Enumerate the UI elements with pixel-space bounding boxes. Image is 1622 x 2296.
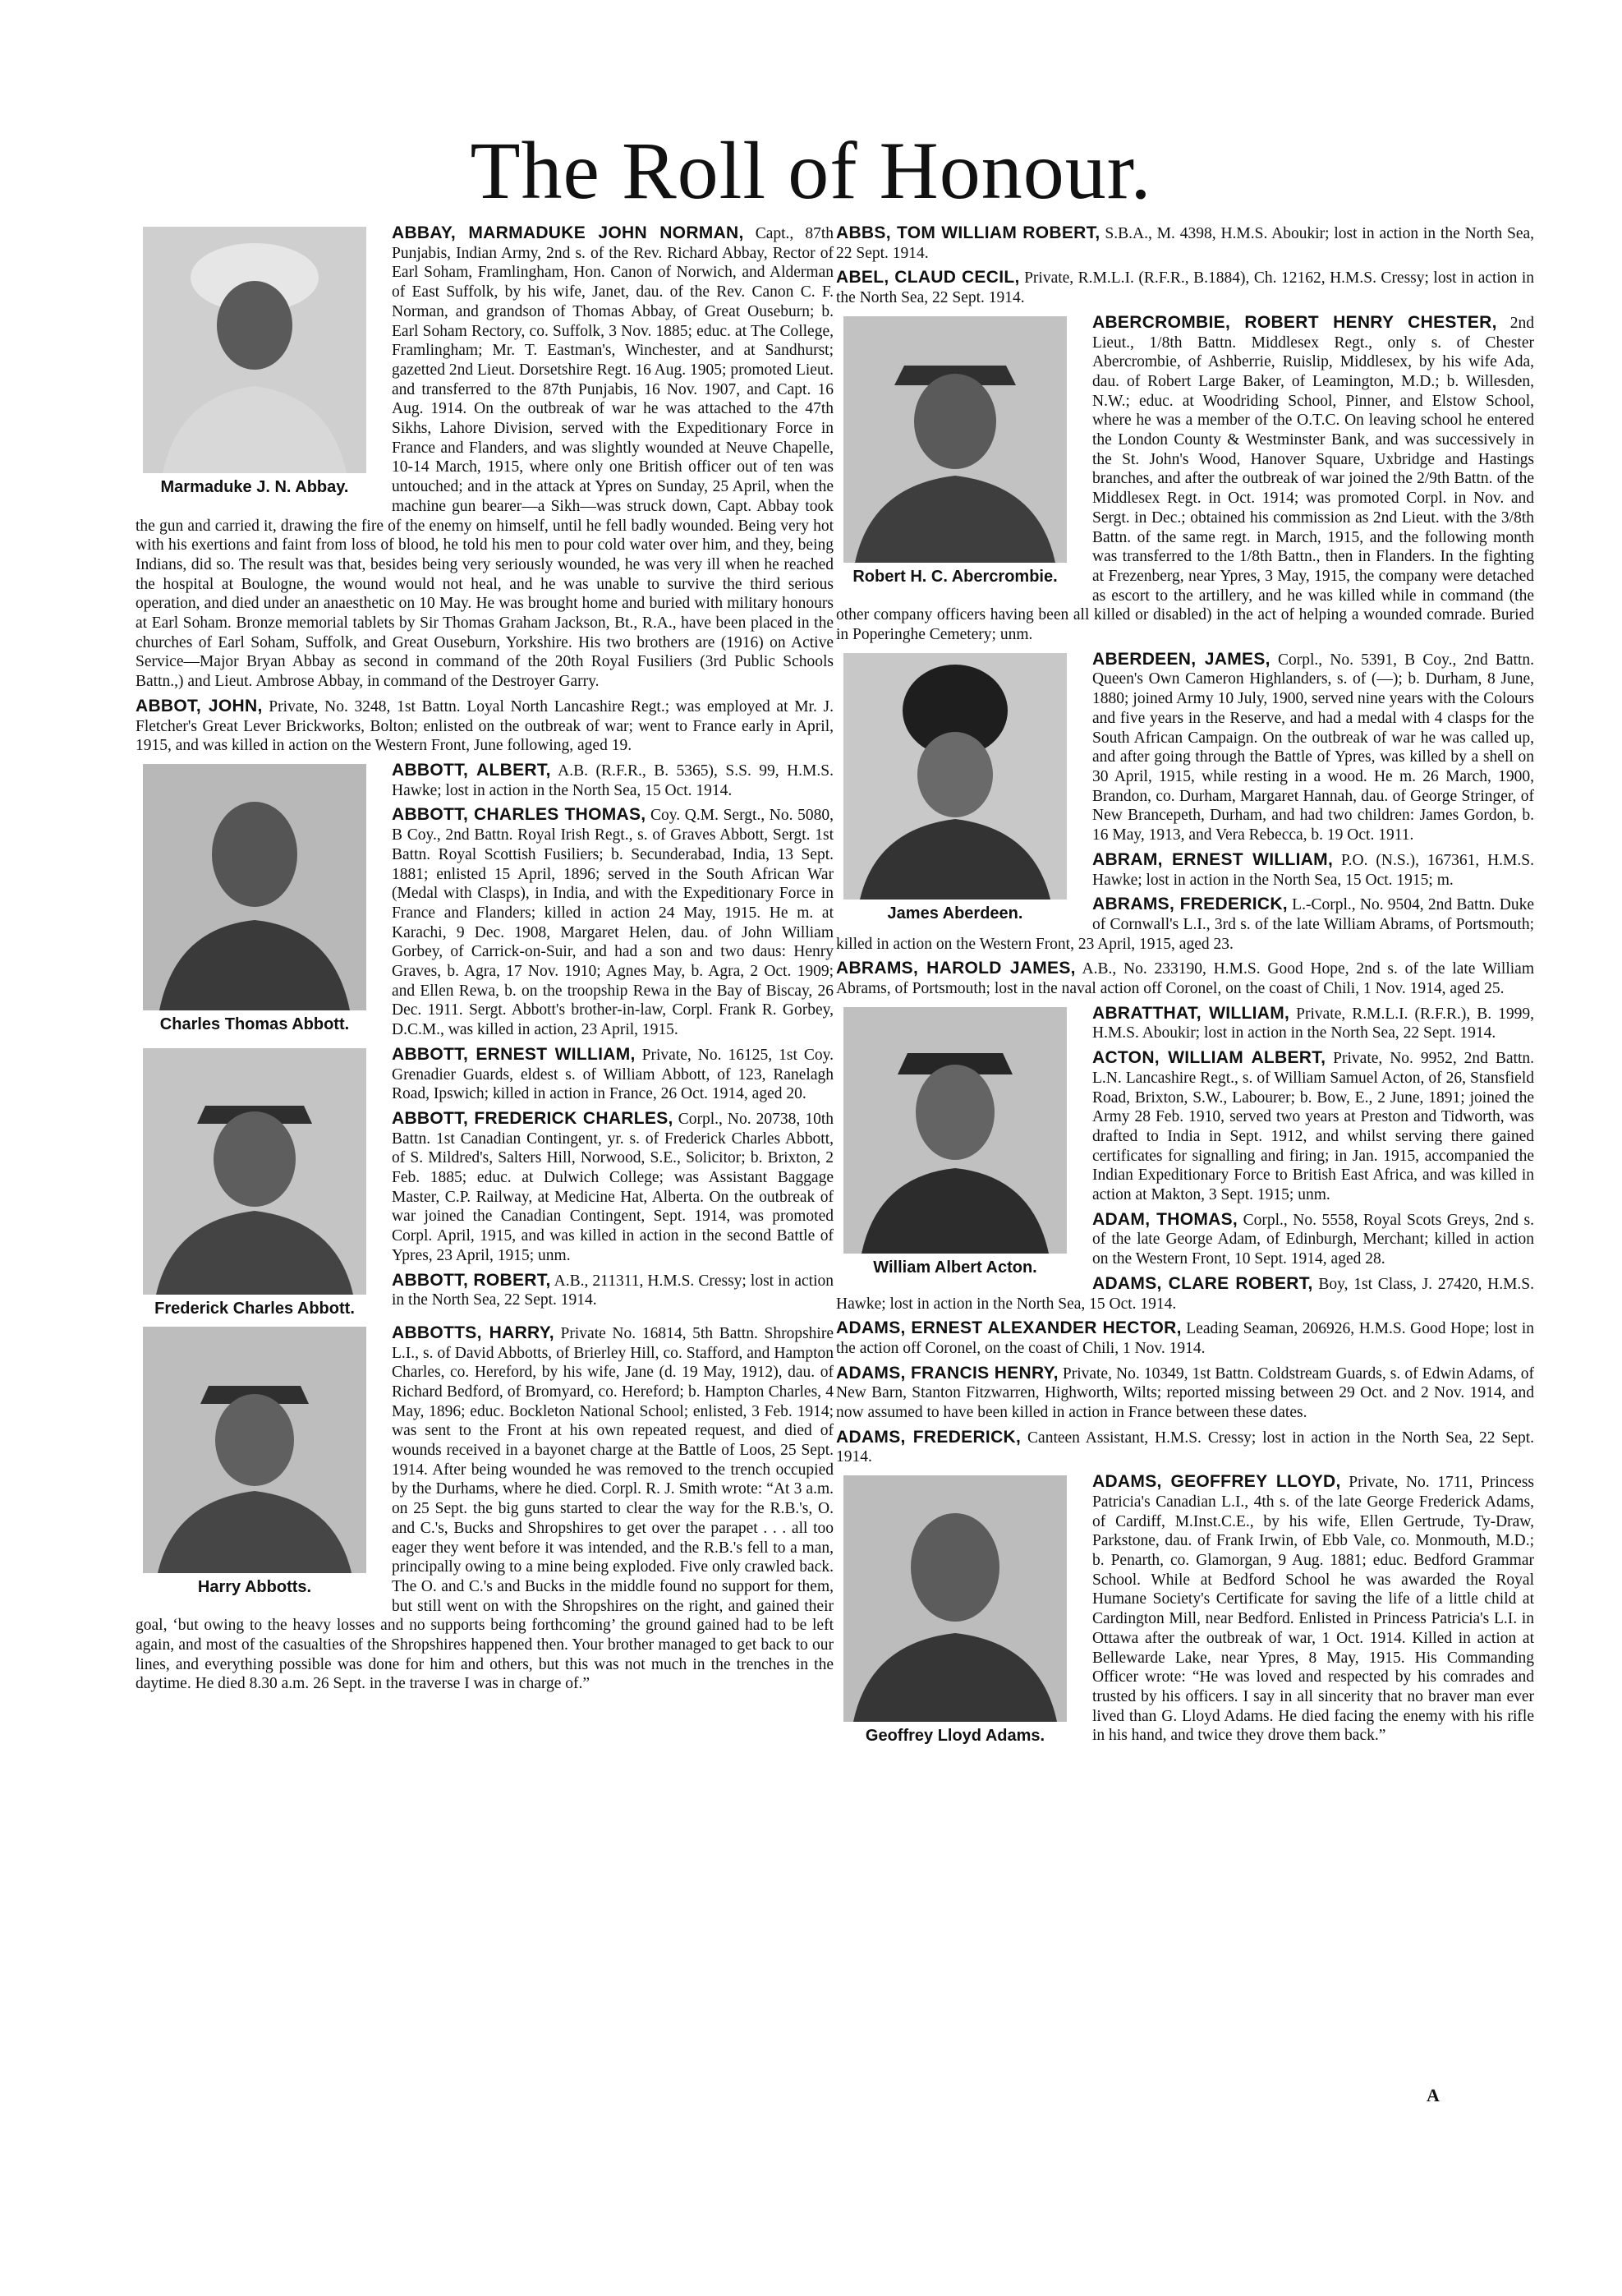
entry-text: Private, No. 9952, 2nd Battn. L.N. Lancashire Regt., s. of William Samuel Acton, of 26, Stansfield Road, Brixton, S.W., Labourer; b. Bow, E., 2 June, 1891; joined the Army 28 Feb. 1910, served two years at Preston and Tidworth, was drafted to India in Sept. 1912, and whilst serving there gained certificates for signalling and firing; in Jan. 1915, accompanied the Indian Expeditionary Force to British East Africa, and was killed in action at Makton, 3 Sept. 1915; unm. bbox=[1092, 1050, 1534, 1204]
portrait-photo bbox=[143, 1048, 366, 1295]
entry-name: ABERCROMBIE, ROBERT HENRY CHESTER, bbox=[1092, 312, 1497, 332]
entry-name: ABRAMS, HAROLD JAMES, bbox=[836, 959, 1076, 978]
entry-text: A.B., No. 233190, H.M.S. Good Hope, 2nd s. of the late William Abrams, of Portsmouth; lost in the naval action off Coronel, on the coast of Chili, 1 Nov. 1914, aged 25. bbox=[836, 960, 1535, 998]
entry-name: ABBOTT, ALBERT, bbox=[392, 760, 551, 780]
entry-text: Private, No. 3248, 1st Battn. Loyal North Lancashire Regt.; was employed at Mr. J. Fletcher's Great Lever Brickworks, Bolton; enlisted on the outbreak of war; went to France early in April, 1915, and was killed in action on the Western Front, June following, aged 19. bbox=[136, 697, 834, 755]
entry-text: Canteen Assistant, H.M.S. Cressy; lost in action in the North Sea, 22 Sept. 1914. bbox=[836, 1429, 1534, 1466]
entry-name: ABBOTTS, HARRY, bbox=[392, 1323, 554, 1342]
entry-adams-francis bbox=[836, 1364, 1534, 1423]
portrait-photo bbox=[843, 653, 1067, 900]
entry-text: 2nd Lieut., 1/8th Battn. Middlesex Regt., only s. of Chester Abercrombie, of Ashberrie, Ruislip, Middlesex, by his wife Ada, dau. of Robert Large Baker, of Leamington, M.D.; b. Willesden, N.W.; educ. at Woodriding School, Pinner, and Elstow School, where he was a member of the O.T.C. On leaving school he entered the London County & Westminster Bank, and was successively in the St. John's Wood, Hanover Square, Uxbridge and Hastings branches, and after the outbreak of war joined the 2/9th Battn. of the Middlesex Regt. in Oct. 1914; was promoted Corpl. in Nov. and Sergt. in Dec.; obtained his commission as 2nd Lieut. with the 3/8th Battn. of the same regt. in March, 1915, and the following month was transferred to the 1/8th Battn., then in Flanders. In the fighting at Frezenberg, near Ypres, 3 May, 1915, the company were detached as escort to the artillery, and he was killed while in command (the other company officers having been all killed or disabled) in the act of helping a wounded comrade. Buried in Poperinghe Cemetery; unm. bbox=[836, 314, 1535, 644]
entry-name: ABRAMS, FREDERICK, bbox=[1092, 895, 1288, 914]
entry-name: ACTON, WILLIAM ALBERT, bbox=[1092, 1048, 1326, 1068]
portrait-photo bbox=[843, 1475, 1067, 1722]
entry-abrams-harold bbox=[836, 959, 1534, 998]
entry-text: P.O. (N.S.), 167361, H.M.S. Hawke; lost in action in the North Sea, 15 Oct. 1915; m. bbox=[1092, 851, 1534, 889]
entry-adams-clare bbox=[836, 1274, 1534, 1314]
portrait-photo bbox=[843, 316, 1067, 563]
entry-name: ADAM, THOMAS, bbox=[1092, 1209, 1238, 1229]
entry-text: Private, No. 16125, 1st Coy. Grenadier Guards, eldest s. of William Abbott, of 123, Ranelagh Road, Ipswich; killed in action in France, 26 Oct. 1914, aged 20. bbox=[392, 1046, 834, 1103]
entry-name: ABRATTHAT, WILLIAM, bbox=[1092, 1003, 1290, 1023]
photo-geoffrey-adams bbox=[836, 1475, 1074, 1746]
entry-name: ABBOT, JOHN, bbox=[136, 696, 263, 715]
entry-abbs-tom bbox=[836, 223, 1534, 263]
entry-name: ABBS, TOM WILLIAM ROBERT, bbox=[836, 223, 1100, 242]
entry-name: ABBOTT, ROBERT, bbox=[392, 1270, 551, 1290]
entry-name: ABEL, CLAUD CECIL, bbox=[836, 268, 1020, 288]
entry-name: ADAMS, FRANCIS HENRY, bbox=[836, 1363, 1059, 1383]
entry-adams-ernest bbox=[836, 1318, 1534, 1358]
entry-text: A.B., 211311, H.M.S. Cressy; lost in action in the North Sea, 22 Sept. 1914. bbox=[392, 1272, 834, 1309]
entry-text: Private, No. 1711, Princess Patricia's Canadian L.I., 4th s. of the late George Frederick Adams, of Cardiff, M.Inst.C.E., by his wife, Ellen Gertrude, Ty-Draw, Parkstone, dau. of Frank Irwin, of Ebb Vale, co. Monmouth, M.D.; b. Penarth, co. Glamorgan, 9 Aug. 1881; educ. Bedford Grammar School. While at Bedford School he was awarded the Royal Humane Society's Certificate for saving the life of a little child at Cardington Mill, near Bedford. Enlisted in Princess Patricia's L.I. in Ottawa after the outbreak of war, 1 Oct. 1914. Killed in action at Bellewarde Lake, near Ypres, 8 May, 1915. His Commanding Officer wrote: “He was loved and respected by his comrades and trusted by his officers. I say in all sincerity that no braver man ever lived than G. Lloyd Adams. He died facing the enemy with his rifle in his hand, and twice they drove them back.” bbox=[1092, 1474, 1534, 1745]
entry-abel-claud bbox=[836, 268, 1534, 307]
portrait-photo bbox=[843, 1007, 1067, 1254]
page-signature: A bbox=[1427, 2085, 1440, 2105]
entry-text: S.B.A., M. 4398, H.M.S. Aboukir; lost in action in the North Sea, 22 Sept. 1914. bbox=[836, 225, 1535, 262]
entry-name: ABBOTT, ERNEST WILLIAM, bbox=[392, 1044, 636, 1064]
portrait-silhouette bbox=[843, 1475, 1067, 1722]
right-column bbox=[836, 223, 1534, 1751]
photo-harry-abbotts bbox=[136, 1327, 374, 1597]
portrait-photo bbox=[143, 764, 366, 1010]
portrait-photo bbox=[143, 1327, 366, 1573]
photo-caption: Harry Abbotts. bbox=[197, 1577, 312, 1596]
entry-text: Coy. Q.M. Sergt., No. 5080, B Coy., 2nd Battn. Royal Irish Regt., s. of Graves Abbott, Sergt. 1st Battn. Royal Scottish Fusiliers; b. Secunderabad, India, 13 Sept. 1881; enlisted 15 April, 1896; served in the South African War (Medal with Clasps), in India, and with the Expeditionary Force in France and Flanders; killed in action 24 May, 1915. He m. at Karachi, 9 Dec. 1908, Margaret Helen, dau. of John William Gorbey, of Carrick-on-Suir, and had a son and two daus: Henry Graves, b. Agra, 17 Nov. 1910; Agnes May, b. Agra, 2 Oct. 1909; and Ellen Rewa, b. on the troopship Rewa in the Bay of Biscay, 26 Dec. 1911. Sergt. Abbott's brother-in-law, Corpl. Frank R. Gorbey, D.C.M., was killed in action, 23 April, 1915. bbox=[392, 807, 834, 1039]
portrait-silhouette bbox=[843, 1007, 1067, 1254]
entry-name: ABERDEEN, JAMES, bbox=[1092, 649, 1270, 669]
entry-text: Private, R.M.L.I. (R.F.R., B.1884), Ch. 12162, H.M.S. Cressy; lost in action in the North Sea, 22 Sept. 1914. bbox=[836, 269, 1534, 307]
photo-robert-abercrombie bbox=[836, 316, 1074, 587]
portrait-silhouette bbox=[843, 316, 1067, 563]
portrait-silhouette bbox=[143, 764, 366, 1010]
portrait-silhouette bbox=[143, 1327, 366, 1573]
entry-text: Private No. 16814, 5th Battn. Shropshire L.I., s. of David Abbotts, of Brierley Hill, co. Stafford, and Hampton Charles, co. Hereford, by his wife, Jane (d. 19 May, 1912), dau. of Richard Bedford, of Bromyard, co. Hereford; b. Hampton Charles, 4 May, 1896; educ. Bockleton National School; enlisted, 3 Feb. 1914; was sent to the Front at his own repeated request, and died of wounds received in a bayonet charge at the Battle of Loos, 25 Sept. 1914. After being wounded he was removed to the trench occupied by the Durhams, where he died. Corpl. R. J. Smith wrote: “At 3 a.m. on 25 Sept. the big guns started to clear the way for the R.B.'s, O. and C.'s, Bucks and Shropshires to get over the parapet . . . all too eager they went before it was intended, and the R.B.'s fell to a man, principally owing to a mine being exploded. Five only crawled back. The O. and C.'s and Bucks in the middle found no support for them, but still went on with the Shropshires on the right, and gained their goal, ‘but owing to the heavy losses and no supports being forthcoming’ the ground gained had to be left again, and most of the casualties of the Shropshires happened then. Your brother managed to get back to our lines, and everything possible was done for him and others, but this was not much in the trenches in the daytime. He died 8.30 a.m. 26 Sept. in the traverse I was in charge of.” bbox=[136, 1324, 834, 1693]
portrait-silhouette bbox=[143, 227, 366, 473]
entry-text: Corpl., No. 5558, Royal Scots Greys, 2nd s. of the late George Adam, of Edinburgh, Merchant; killed in action on the Western Front, 10 Sept. 1914, aged 28. bbox=[1092, 1211, 1534, 1268]
photo-james-aberdeen bbox=[836, 653, 1074, 923]
left-column bbox=[136, 223, 834, 1699]
entry-text: Corpl., No. 5391, B Coy., 2nd Battn. Queen's Own Cameron Highlanders, s. of (—); b. Durham, 8 June, 1880; joined Army 10 July, 1900, served nine years with the Colours and five years in the Reserve, and had a medal with 4 clasps for the South African Campaign. On the outbreak of war he was called up, and after going through the Battle of Ypres, was killed by a shell on 30 April, 1915, while resting in a wood. He m. 26 March, 1900, Brandon, co. Durham, Margaret Hannah, dau. of George Stringer, of New Brancepeth, Durham, and had two children: James Gordon, b. 16 May, 1913, and Vera Rebecca, b. 19 Oct. 1911. bbox=[1092, 651, 1534, 844]
entry-text: Capt., 87th Punjabis, Indian Army, 2nd s. of the Rev. Richard Abbay, Rector of Earl Soham, Framlingham, Hon. Canon of Norwich, and Alderman of East Suffolk, by his wife, Janet, dau. of the Rev. Canon C. F. Norman, and grandson of Thomas Abbay, of Great Ouseburn; b. Earl Soham Rectory, co. Suffolk, 3 Nov. 1885; educ. at The College, Framlingham; Mr. T. Eastman's, Winchester, and at Sandhurst; gazetted 2nd Lieut. Dorsetshire Regt. 16 Aug. 1905; promoted Lieut. and transferred to the 87th Punjabis, 16 Nov. 1907, and Capt. 16 Aug. 1914. On the outbreak of war he was attached to the 47th Sikhs, Lahore Division, served with the Expeditionary Force in France and Flanders, and was slightly wounded at Neuve Chapelle, 10-14 March, 1915, where only one British officer out of ten was untouched; and in the attack at Ypres on Sunday, 25 April, when the machine gun bearer—a Sikh—was struck down, Capt. Abbay took the gun and carried it, drawing the fire of the enemy on himself, until he fell badly wounded. Being very hot with his exertions and faint from loss of blood, he told his men to pour cold water over him, and they, being Indians, did so. The result was that, besides being very seriously wounded, he was very ill when he reached the hospital at Boulogne, the wound would not heal, and he was unable to survive the third serious operation, and died under an anaesthetic on 10 May. He was brought home and buried with military honours at Earl Soham. Bronze memorial tablets by Sir Thomas Graham Jackson, Bt., R.A., have been placed in the churches of Earl Soham, Suffolk, and Great Ouseburn, Yorkshire. His two brothers are (1916) on Active Service—Major Bryan Abbay as second in command of the 20th Royal Fusiliers (3rd Public Schools Battn.,) and Lieut. Ambrose Abbay, in command of the Destroyer Garry. bbox=[136, 225, 834, 691]
photo-caption: Marmaduke J. N. Abbay. bbox=[160, 478, 349, 496]
entry-name: ABRAM, ERNEST WILLIAM, bbox=[1092, 849, 1334, 869]
portrait-silhouette bbox=[143, 1048, 366, 1295]
entry-abbot-john bbox=[136, 697, 834, 756]
photo-caption: Robert H. C. Abercrombie. bbox=[852, 567, 1058, 586]
entry-name: ADAMS, GEOFFREY LLOYD, bbox=[1092, 1472, 1341, 1492]
photo-charles-thomas-abbott bbox=[136, 764, 374, 1034]
portrait-photo bbox=[143, 227, 366, 473]
entry-text: Boy, 1st Class, J. 27420, H.M.S. Hawke; lost in action in the North Sea, 15 Oct. 1914. bbox=[836, 1275, 1534, 1313]
entry-name: ABBOTT, CHARLES THOMAS, bbox=[392, 805, 646, 825]
photo-caption: Geoffrey Lloyd Adams. bbox=[865, 1727, 1045, 1746]
entry-adams-frederick bbox=[836, 1428, 1534, 1467]
entry-name: ADAMS, FREDERICK, bbox=[836, 1427, 1022, 1447]
photo-marmaduke-abbay bbox=[136, 227, 374, 498]
entry-text: L.-Corpl., No. 9504, 2nd Battn. Duke of Cornwall's L.I., 3rd s. of the late William Abrams, of Portsmouth; killed in action on the Western Front, 23 April, 1915, aged 23. bbox=[836, 896, 1534, 953]
photo-william-acton bbox=[836, 1007, 1074, 1277]
photo-frederick-charles-abbott bbox=[136, 1048, 374, 1318]
photo-caption: William Albert Acton. bbox=[873, 1258, 1037, 1277]
entry-name: ADAMS, CLARE ROBERT, bbox=[1092, 1273, 1313, 1293]
entry-text: Private, No. 10349, 1st Battn. Coldstream Guards, s. of Edwin Adams, of New Barn, Stanton Fitzwarren, Highworth, Wilts; reported missing between 29 Oct. and 2 Nov. 1914, and now assumed to have been killed in action in France between these dates. bbox=[836, 1364, 1534, 1422]
portrait-silhouette bbox=[843, 653, 1067, 900]
entry-text: Leading Seaman, 206926, H.M.S. Good Hope; lost in the action off Coronel, on the coast of Chili, 1 Nov. 1914. bbox=[836, 1320, 1534, 1357]
photo-caption: James Aberdeen. bbox=[887, 904, 1023, 923]
photo-caption: Frederick Charles Abbott. bbox=[154, 1299, 355, 1318]
entry-name: ABBAY, MARMADUKE JOHN NORMAN, bbox=[392, 223, 744, 242]
entry-name: ADAMS, ERNEST ALEXANDER HECTOR, bbox=[836, 1318, 1182, 1338]
photo-caption: Charles Thomas Abbott. bbox=[159, 1015, 350, 1033]
entry-abbay bbox=[136, 223, 834, 692]
entry-text: Corpl., No. 20738, 10th Battn. 1st Canadian Contingent, yr. s. of Frederick Charles Abbott, of S. Mildred's, Salters Hill, Norwood, S.E., Solicitor; b. Brixton, 2 Feb. 1885; educ. at Dulwich College; was Assistant Baggage Master, C.P. Railway, at Medicine Hat, Alberta. On the outbreak of war joined the Canadian Contingent, Sept. 1914, was promoted Corpl. April, 1915, and was killed in action in the second Battle of Ypres, 23 April, 1915; unm. bbox=[392, 1110, 834, 1264]
entry-text: Private, R.M.L.I. (R.F.R.), B. 1999, H.M.S. Aboukir; lost in action in the North Sea, 22 Sept. 1914. bbox=[1092, 1005, 1534, 1042]
page-title: The Roll of Honour. bbox=[470, 125, 1152, 216]
entry-text: A.B. (R.F.R., B. 5365), S.S. 99, H.M.S. Hawke; lost in action in the North Sea, 15 Oct. 1914. bbox=[392, 761, 834, 799]
entry-name: ABBOTT, FREDERICK CHARLES, bbox=[392, 1108, 673, 1128]
